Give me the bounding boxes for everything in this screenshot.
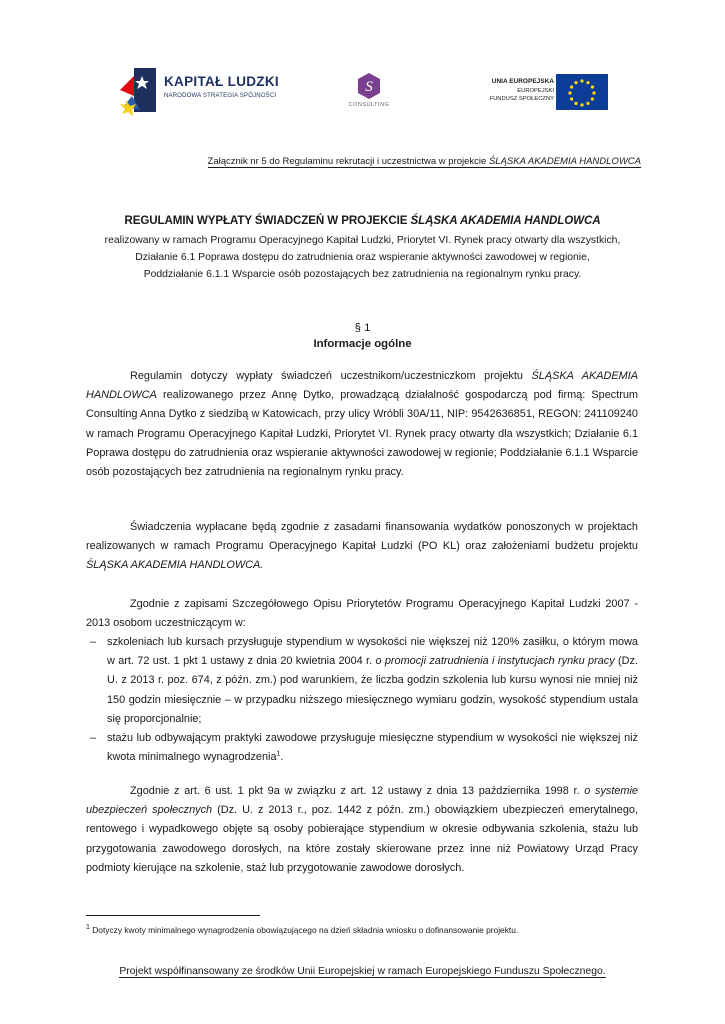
list-dash: – <box>90 732 97 744</box>
footnote-number: 1 <box>86 924 90 932</box>
subtitle-line-3: Poddziałanie 6.1.1 Wsparcie osób pozostających bez zatrudnienia na regionalnym rynku pracy. <box>143 269 582 280</box>
eu-logo <box>480 72 610 112</box>
section-name: Informacje ogólne <box>313 338 412 350</box>
paragraph-4 <box>86 782 638 878</box>
eu-line-2: EUROPEJSKI <box>517 88 554 94</box>
eu-line-3: FUNDUSZ SPOŁECZNY <box>489 96 554 102</box>
p4-c: (Dz. U. z 2013 r., poz. 1442 z późn. zm.) obowiązkiem ubezpieczeń emerytalnego, rentowego i wypadkowego objęte są osoby pobierające stypendium w okresie odbywania szkolenia, stażu lub przygotowania zawodowego dorosłych, na które zostały skierowane przez inne niż Powiatowy Urząd Pracy podmioty kierujące na szkolenie, staż lub przygotowanie zawodowe dorosłych. <box>86 804 638 874</box>
paragraph-1 <box>86 367 638 482</box>
p4-act: o systemie ubezpieczeń społecznych <box>86 785 638 817</box>
list-dash: – <box>90 636 97 648</box>
consulting-label: CONSULTING <box>348 102 390 108</box>
footnote-separator <box>86 915 260 916</box>
kapital-ludzki-title: KAPITAŁ LUDZKI <box>164 74 279 89</box>
p1-c: realizowanego przez Annę Dytko, prowadzącą działalność gospodarczą pod firmą: Spectrum Consulting Anna Dytko z siedzibą w Katowicach, przy ulicy Wróbli 30A/11, NIP: 9542636851, REGON: 241109240 w ramach Programu Operacyjnego Kapitał Ludzki, Priorytet VI. Rynek pracy otwarty dla wszystkich; Działanie 6.1 Poprawa dostępu do zatrudnienia oraz wspieranie aktywności zawodowej w regionie; Poddziałanie 6.1.1 Wsparcie osób pozostających bez zatrudnienia na regionalnym rynku pracy. <box>86 389 638 479</box>
footer-text: Projekt współfinansowany ze środków Unii Europejskiej w ramach Europejskiego Funduszu Społecznego. <box>119 966 606 977</box>
attachment-header <box>201 156 641 167</box>
subtitle-line-2: Działanie 6.1 Poprawa dostępu do zatrudnienia oraz wspieranie aktywności zawodowej w regionie, <box>135 252 590 263</box>
item2-c: . <box>280 751 284 764</box>
footnote-ref: 1 <box>276 750 281 758</box>
item1-a: szkoleniach lub kursach przysługuje stypendium w wysokości nie większej niż 120% zasiłku, o którym mowa w art. 72 ust. 1 pkt 1 ustawy z dnia 20 kwietnia 2004 r. <box>107 636 638 668</box>
subtitle-line-1: realizowany w ramach Programu Operacyjnego Kapitał Ludzki, Priorytet VI. Rynek pracy otwarty dla wszystkich, <box>104 235 621 246</box>
list-item-2-text <box>107 729 638 767</box>
item1-act: o promocji zatrudnienia i instytucjach rynku pracy <box>375 655 615 668</box>
footnote <box>86 925 646 935</box>
p2-project: ŚLĄSKA AKADEMIA HANDLOWCA. <box>86 559 264 572</box>
p1-project: ŚLĄSKA AKADEMIA HANDLOWCA <box>86 370 638 402</box>
item2-a: stażu lub odbywającym praktyki zawodowe przysługuje miesięczne stypendium w wysokości nie większej niż kwota minimalnego wynagrodzenia <box>107 732 638 764</box>
paragraph-3: Zgodnie z zapisami Szczegółowego Opisu Priorytetów Programu Operacyjnego Kapitał Ludzki 2007 - 2013 osobom uczestniczącym w: <box>86 598 638 630</box>
document-title-project: ŚLĄSKA AKADEMIA HANDLOWCA <box>410 214 601 227</box>
eu-line-1: UNIA EUROPEJSKA <box>491 78 554 85</box>
document-title <box>70 214 655 227</box>
eu-flag-icon <box>556 74 608 110</box>
p2-a: Świadczenia wypłacane będą zgodnie z zasadami finansowania wydatków ponoszonych w projektach realizowanych w ramach Programu Operacyjnego Kapitał Ludzki (PO KL) oraz założeniami budżetu projektu <box>86 521 638 553</box>
kapital-ludzki-emblem-icon <box>118 66 162 116</box>
p1-a: Regulamin dotyczy wypłaty świadczeń uczestnikom/uczestniczkom projektu <box>130 370 532 382</box>
kapital-ludzki-logo <box>118 66 288 116</box>
document-title-prefix: REGULAMIN WYPŁATY ŚWIADCZEŃ W PROJEKCIE <box>124 214 411 227</box>
list-item-1-text <box>107 633 638 729</box>
attachment-header-project: ŚLĄSKA AKADEMIA HANDLOWCA <box>488 156 641 167</box>
footnote-text: Dotyczy kwoty minimalnego wynagrodzenia obowiązującego na dzień składnia wniosku o dofinansowanie projektu. <box>89 925 519 935</box>
consulting-emblem-icon <box>356 72 382 100</box>
p4-a: Zgodnie z art. 6 ust. 1 pkt 9a w związku z art. 12 ustawy z dnia 13 października 1998 r. <box>130 785 585 797</box>
attachment-header-prefix: Załącznik nr 5 do Regulaminu rekrutacji i uczestnictwa w projekcie <box>207 156 489 167</box>
consulting-letter: S <box>365 79 373 95</box>
spectrum-consulting-logo <box>346 72 392 112</box>
kapital-ludzki-subtitle: NARODOWA STRATEGIA SPÓJNOŚCI <box>164 93 277 99</box>
paragraph-2 <box>86 518 638 576</box>
page-footer <box>70 966 655 977</box>
item1-c: (Dz. U. z 2013 r. poz. 674, z późn. zm.) pod warunkiem, że liczba godzin szkolenia lub kursu wynosi nie mniej niż 150 godzin miesięcznie – w przypadku niższego miesięcznego wymiaru godzin, wysokość stypendium ustala się proporcjonalnie; <box>107 655 638 725</box>
section-number: § 1 <box>354 322 371 334</box>
